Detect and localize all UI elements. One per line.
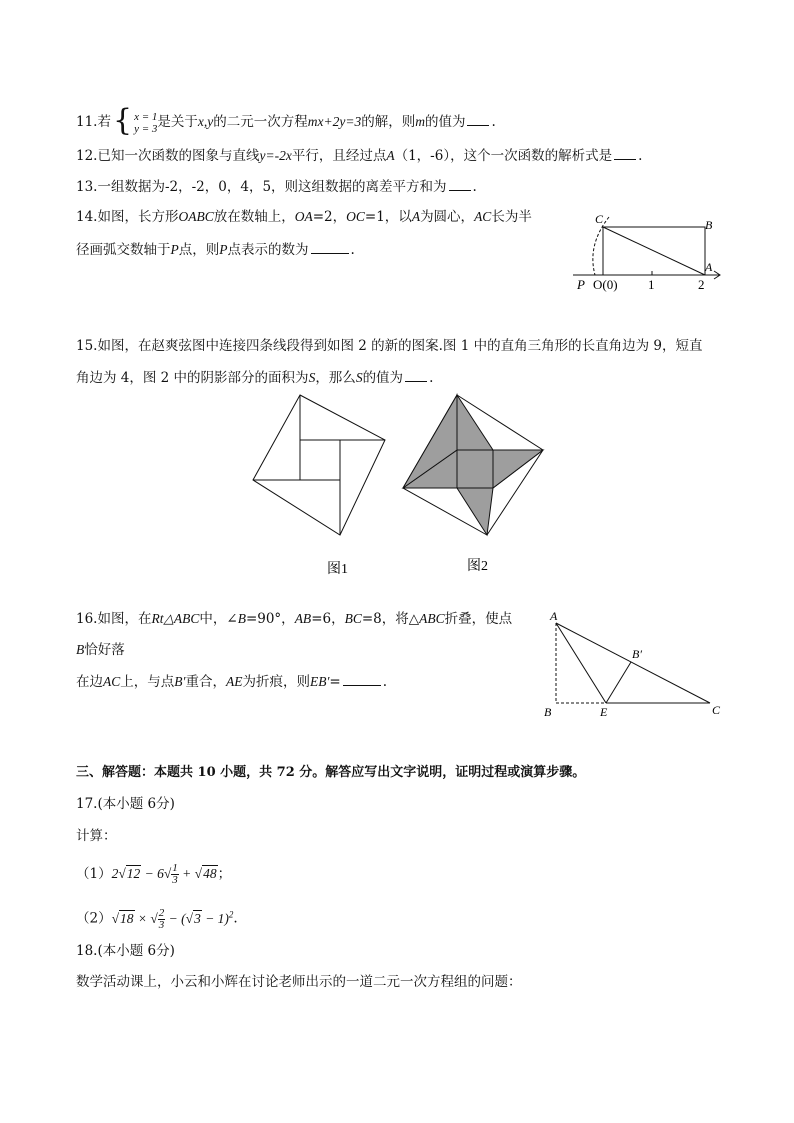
question-16-line-2: B恰好落 <box>76 642 125 658</box>
zhao-shuang-figures <box>245 390 555 585</box>
label-b: B <box>705 218 713 232</box>
math-expression: 2√12 − 6√ $\frac{1}{3}$ + √48 <box>111 862 217 887</box>
question-18-heading: 18.(本小题 6分) <box>76 943 175 959</box>
figure-1 <box>253 395 385 535</box>
label-b-prime: B′ <box>632 647 642 661</box>
question-12: 12.已知一次函数的图象与直线y=-2x平行，且经过点A（1，-6），这个一次函数的解析式是 . <box>76 148 643 164</box>
crease-ae <box>556 623 606 703</box>
question-17-part-1: （1）2√12 − 6√ $\frac{1}{3}$ + √48； <box>76 862 232 887</box>
question-17-heading: 17.(本小题 6分) <box>76 796 175 812</box>
math-expression: √18 × √ $\frac{2}{3}$ − $(√3 - 1)^2$ <box>111 906 234 931</box>
question-16-line-1: 16.如图，在Rt△ABC中，∠B=90°，AB=6，BC=8，将△ABC折叠，使点 <box>76 611 513 627</box>
label-a: A <box>705 260 713 274</box>
inner-square-1 <box>300 440 340 480</box>
question-14-line-2: 径画弧交数轴于P点，则P点表示的数为 . <box>76 242 355 258</box>
answer-blank <box>449 177 471 191</box>
answer-blank <box>405 368 427 382</box>
outer-square-1 <box>253 395 385 535</box>
label-c: C <box>595 212 604 226</box>
question-18-text: 数学活动课上，小云和小辉在讨论老师出示的一道二元一次方程组的问题： <box>76 974 522 990</box>
label-o: O(0) <box>593 277 618 292</box>
label-b: B <box>544 705 552 719</box>
figure-2-label: 图2 <box>467 559 488 574</box>
side-ac <box>556 623 710 703</box>
question-17-part-2: （2）√18 × √ $\frac{2}{3}$ − $(√3 - 1)^2$. <box>76 906 238 931</box>
inner-square-2 <box>457 450 493 488</box>
label-p: P <box>577 277 585 292</box>
question-14-line-1: 14.如图，长方形OABC放在数轴上，OA=2，OC=1，以A为圆心，AC长为半 <box>76 209 532 225</box>
label-e: E <box>600 705 608 719</box>
answer-blank <box>311 240 349 254</box>
label-1: 1 <box>648 277 655 292</box>
equation-system: x = 1 y = 3 <box>134 110 158 135</box>
segment-eb-prime <box>606 662 631 703</box>
question-15-line-2: 角边为 4，图 2 中的阴影部分的面积为S，那么S的值为 . <box>76 370 434 386</box>
question-11: 11.若{ x = 1 y = 3 是关于x,y的二元一次方程mx+2y=3的解，则m的值为 . <box>76 103 496 138</box>
shaded-region <box>457 395 493 450</box>
question-16-line-3: 在边AC上，与点B′重合，AE为折痕，则EB′= . <box>76 674 388 690</box>
question-17-instruction: 计算： <box>76 828 117 844</box>
brace-symbol: { <box>112 103 133 138</box>
question-15-line-1: 15.如图，在赵爽弦图中连接四条线段得到如图 2 的新的图案.图 1 中的直角三角形的长直角边为 9，短直 <box>76 338 703 354</box>
figure-2 <box>403 395 543 535</box>
label-a: A <box>550 609 558 623</box>
diagonal-ac <box>603 227 705 275</box>
answer-blank <box>343 672 381 686</box>
answer-blank <box>614 146 636 160</box>
label-2: 2 <box>698 277 705 292</box>
figure-1-label: 图1 <box>327 562 348 577</box>
label-c: C <box>712 703 721 717</box>
answer-blank <box>467 112 489 126</box>
folded-triangle-figure <box>540 608 730 723</box>
shaded-region <box>493 450 543 488</box>
number-line-rectangle-figure <box>565 205 725 295</box>
section-3-heading: 三、解答题：本题共 10 小题，共 72 分。解答应写出文字说明，证明过程或演算步骤。 <box>76 765 586 780</box>
question-13: 13.一组数据为-2，-2，0，4，5，则这组数据的离差平方和为 . <box>76 179 477 195</box>
